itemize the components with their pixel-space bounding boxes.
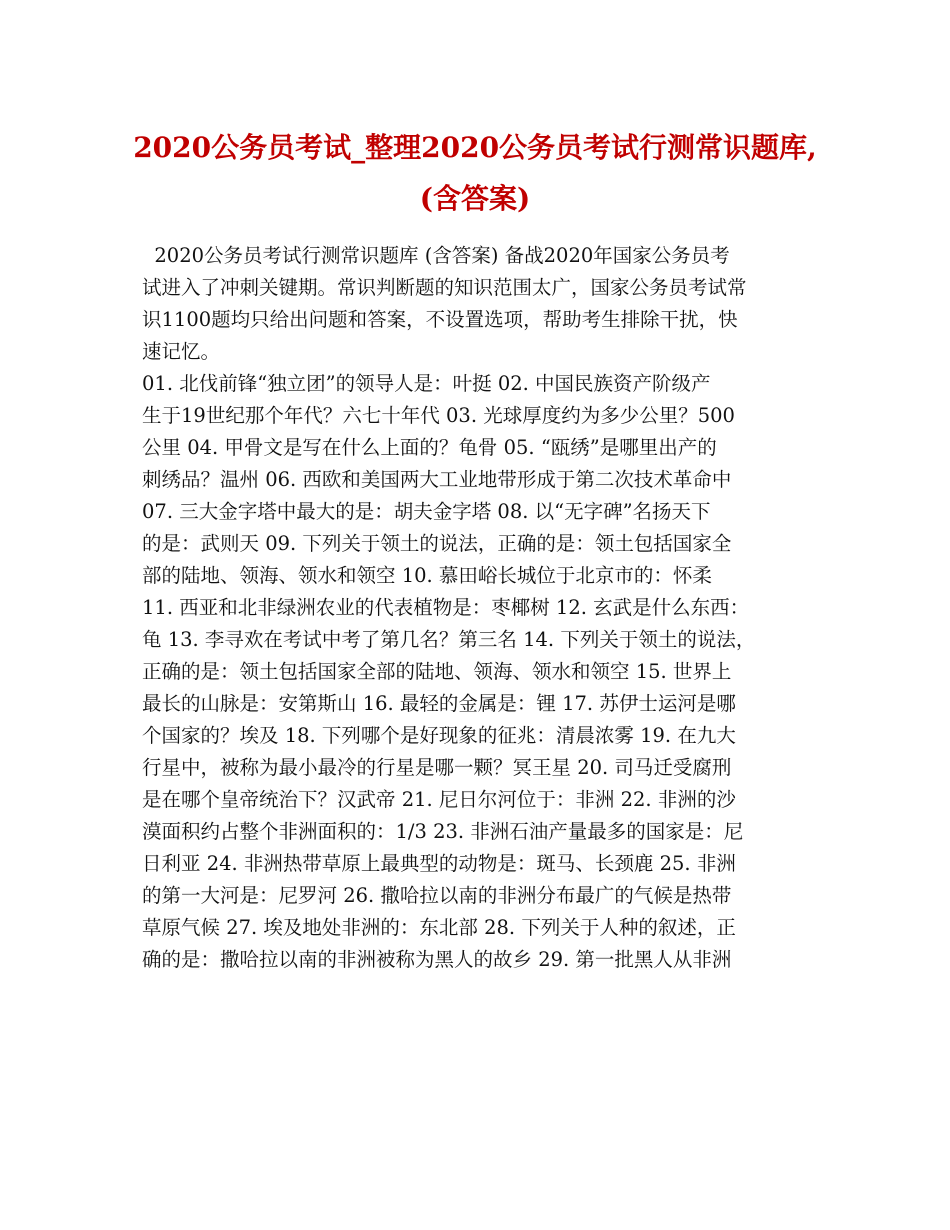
body-line: 的第一大河是：尼罗河 26. 撒哈拉以南的非洲分布最广的气候是热带 <box>142 884 732 907</box>
title-line: (含答案) <box>419 182 531 215</box>
body-line: 是在哪个皇帝统治下？汉武帝 21. 尼日尔河位于：非洲 22. 非洲的沙 <box>142 788 736 811</box>
body-line: 正确的是：领土包括国家全部的陆地、领海、领水和领空 15. 世界上 <box>142 660 732 683</box>
body-line: 07. 三大金字塔中最大的是：胡夫金字塔 08. 以“无字碑”名扬天下 <box>142 500 711 523</box>
body-line: 2020公务员考试行测常识题库 (含答案) 备战2020年国家公务员考 <box>142 244 730 267</box>
body-line: 龟 13. 李寻欢在考试中考了第几名？第三名 14. 下列关于领土的说法， <box>142 628 756 651</box>
body-line: 确的是：撒哈拉以南的非洲被称为黑人的故乡 29. 第一批黑人从非洲 <box>142 948 732 971</box>
body-line: 行星中，被称为最小最冷的行星是哪一颗？冥王星 20. 司马迁受腐刑 <box>142 756 732 779</box>
body-line: 的是：武则天 09. 下列关于领土的说法，正确的是：领土包括国家全 <box>142 532 732 555</box>
body-line: 速记忆。 <box>142 340 221 363</box>
body-line: 漠面积约占整个非洲面积的：1/3 23. 非洲石油产量最多的国家是：尼 <box>142 820 744 843</box>
body-line: 01. 北伐前锋“独立团”的领导人是：叶挺 02. 中国民族资产阶级产 <box>142 372 711 395</box>
title-line: 2020公务员考试_整理2020公务员考试行测常识题库, <box>133 131 817 164</box>
body-line: 试进入了冲刺关键期。常识判断题的知识范围太广，国家公务员考试常 <box>142 276 747 299</box>
body-line: 个国家的？埃及 18. 下列哪个是好现象的征兆：清晨浓雾 19. 在九大 <box>142 724 736 747</box>
body-line: 11. 西亚和北非绿洲农业的代表植物是：枣椰树 12. 玄武是什么东西： <box>142 596 750 619</box>
document-body <box>142 240 810 976</box>
document-title <box>120 122 830 224</box>
body-line: 部的陆地、领海、领水和领空 10. 慕田峪长城位于北京市的：怀柔 <box>142 564 712 587</box>
body-line: 公里 04. 甲骨文是写在什么上面的？龟骨 05. “瓯绣”是哪里出产的 <box>142 436 717 459</box>
body-line: 最长的山脉是：安第斯山 16. 最轻的金属是：锂 17. 苏伊士运河是哪 <box>142 692 736 715</box>
body-line: 刺绣品？温州 06. 西欧和美国两大工业地带形成于第二次技术革命中 <box>142 468 732 491</box>
body-line: 日利亚 24. 非洲热带草原上最典型的动物是：斑马、长颈鹿 25. 非洲 <box>142 852 736 875</box>
body-line: 草原气候 27. 埃及地处非洲的：东北部 28. 下列关于人种的叙述，正 <box>142 916 736 939</box>
body-line: 识1100题均只给出问题和答案，不设置选项，帮助考生排除干扰，快 <box>142 308 738 331</box>
body-line: 生于19世纪那个年代？六七十年代 03. 光球厚度约为多少公里？500 <box>142 404 735 427</box>
